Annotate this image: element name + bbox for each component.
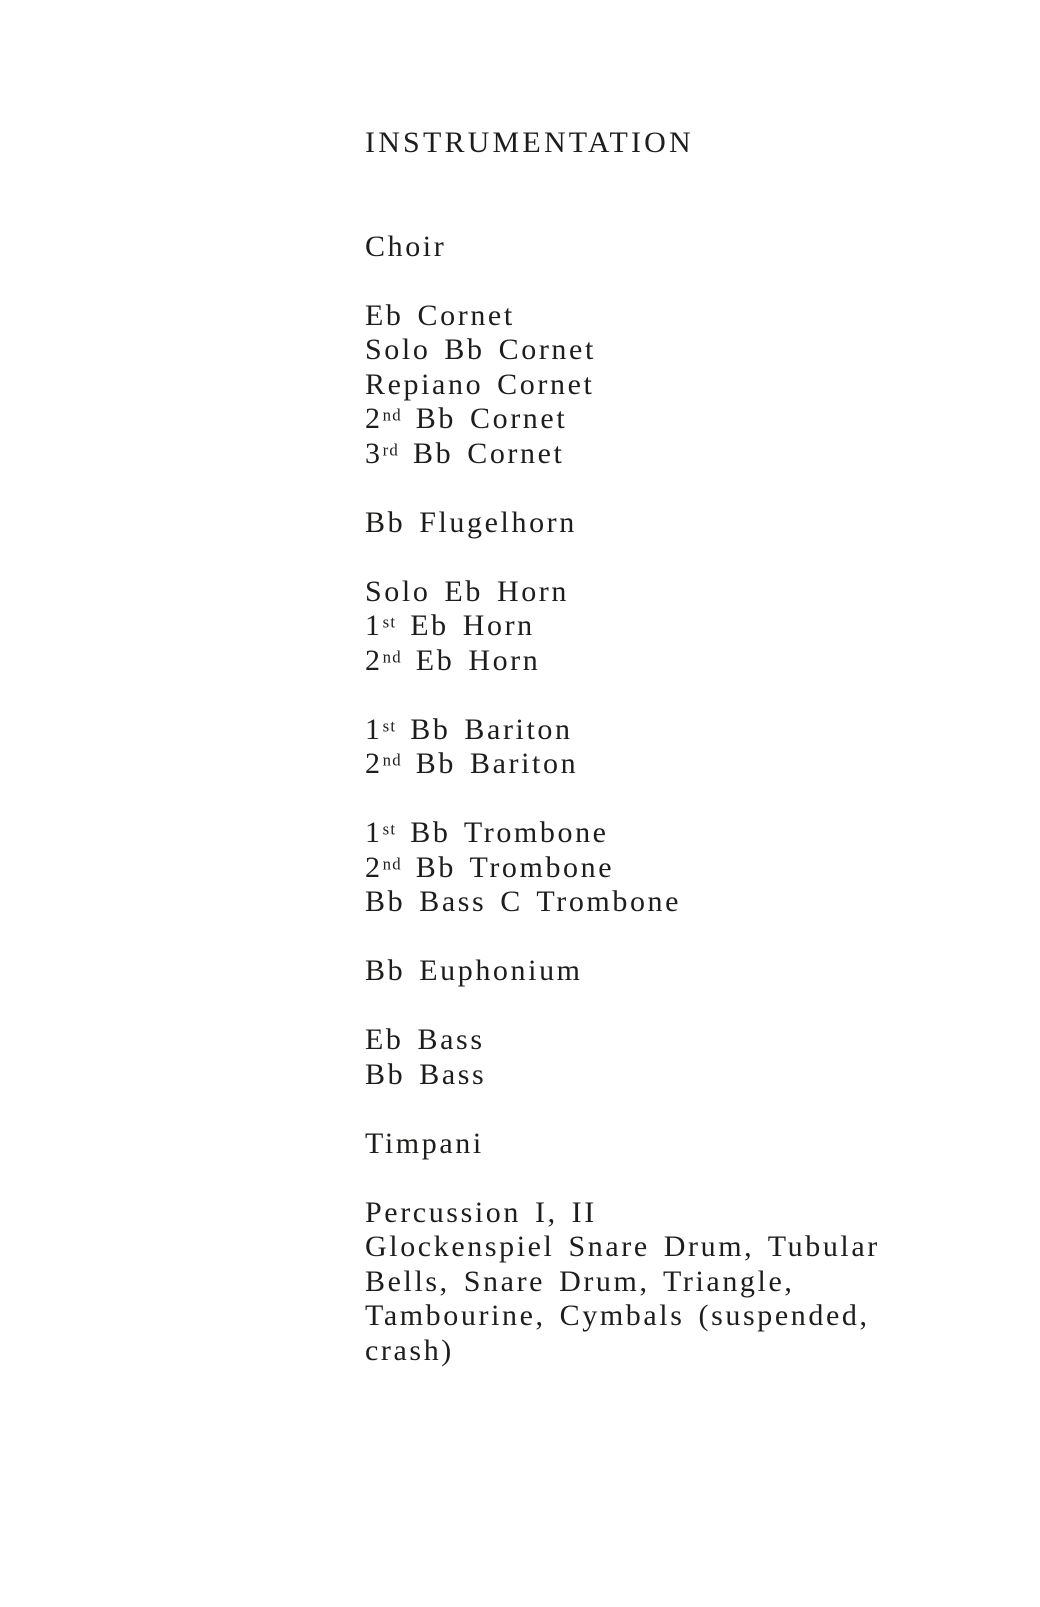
- instrument-group-percussion: [365, 1196, 930, 1369]
- ordinal-suffix: rd: [382, 439, 399, 459]
- instrument-line: Eb Cornet: [365, 298, 515, 332]
- ordinal-suffix: st: [382, 612, 397, 632]
- instrument-line: Timpani: [365, 1126, 484, 1160]
- instrument-line: Solo Eb Horn: [365, 574, 569, 608]
- ordinal-suffix: st: [382, 715, 397, 735]
- instrument-group-flugelhorn: [365, 506, 930, 541]
- instrument-line: Eb Bass: [365, 1023, 485, 1056]
- instrument-group-choir: [365, 230, 930, 265]
- instrument-group-euphonium: [365, 954, 930, 989]
- instrument-line: 1st Bb Trombone: [365, 816, 609, 849]
- instrument-line: 2nd Bb Bariton: [365, 747, 579, 780]
- instrument-line: Bb Flugelhorn: [365, 505, 577, 539]
- instrument-line: Choir: [365, 229, 447, 263]
- instrument-group-cornets: [365, 299, 930, 472]
- ordinal-suffix: nd: [382, 853, 402, 873]
- instrument-line: 2nd Eb Horn: [365, 643, 541, 677]
- ordinal-suffix: st: [382, 819, 397, 839]
- ordinal-suffix: nd: [382, 750, 402, 770]
- ordinal-suffix: nd: [382, 405, 402, 425]
- instrument-group-baritones: [365, 713, 930, 782]
- instrument-group-horns: [365, 575, 930, 679]
- instrument-line: 2nd Bb Trombone: [365, 850, 615, 884]
- instrument-line: Bb Bass: [365, 1057, 487, 1091]
- instrument-line: Percussion I, II: [365, 1195, 597, 1229]
- instrument-line: 1st Eb Horn: [365, 609, 535, 642]
- instrument-line-percussion-detail: Glockenspiel Snare Drum, Tubular Bells, Snare Drum, Triangle, Tambourine, Cymbals (suspended, crash): [365, 1230, 894, 1367]
- document-page: [365, 126, 930, 1368]
- instrument-line: Bb Euphonium: [365, 954, 583, 987]
- instrument-line: 2nd Bb Cornet: [365, 402, 568, 435]
- instrument-line: 3rd Bb Cornet: [365, 436, 565, 470]
- instrument-line: Solo Bb Cornet: [365, 333, 596, 366]
- instrument-line: 1st Bb Bariton: [365, 712, 573, 746]
- instrument-line: Repiano Cornet: [365, 367, 595, 401]
- instrument-line: Bb Bass C Trombone: [365, 885, 682, 918]
- instrument-group-basses: [365, 1023, 930, 1092]
- instrument-group-timpani: [365, 1127, 930, 1162]
- page-title: INSTRUMENTATION: [365, 126, 694, 159]
- ordinal-suffix: nd: [382, 646, 402, 666]
- instrument-group-trombones: [365, 816, 930, 920]
